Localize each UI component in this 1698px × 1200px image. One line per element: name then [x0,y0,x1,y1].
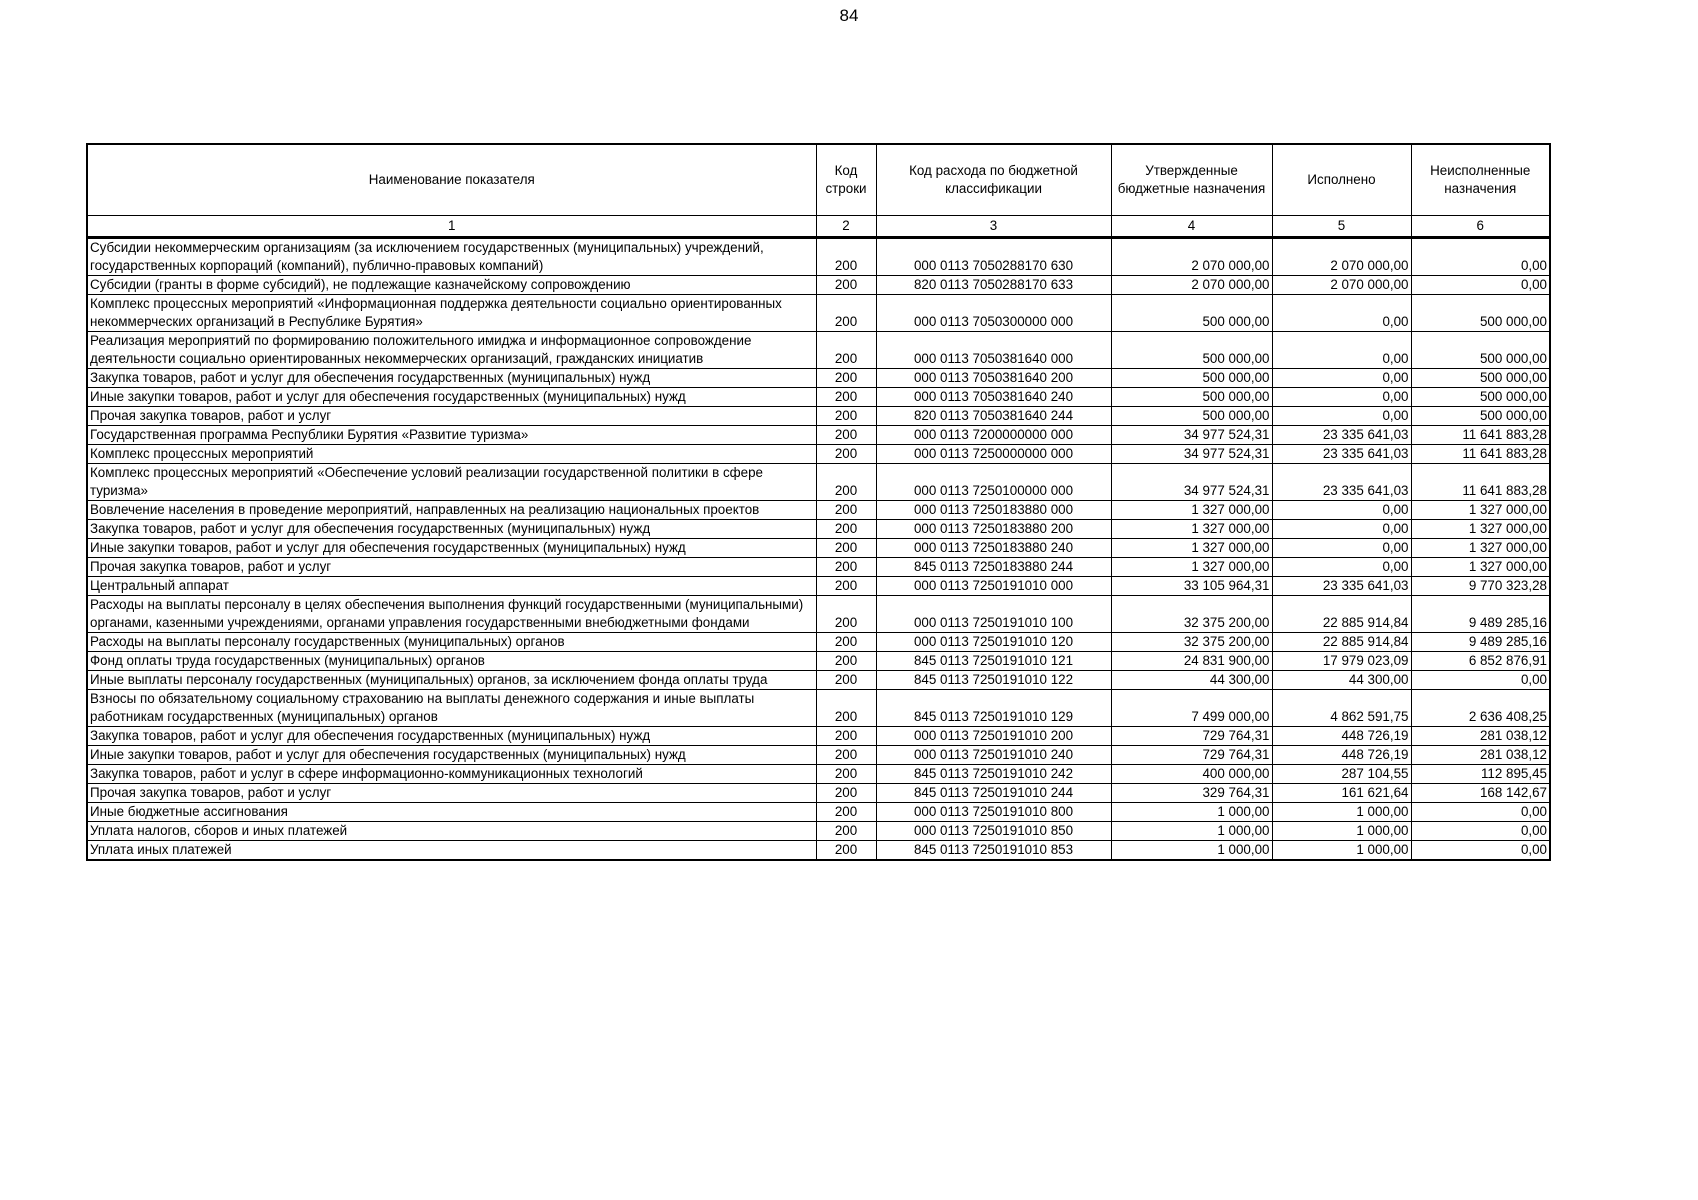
table-row [87,295,1550,332]
column-number: 1 [87,216,816,238]
row-approved-amount: 34 977 524,31 [1111,426,1272,445]
row-unexecuted-amount: 1 327 000,00 [1411,558,1550,577]
row-classification-code: 000 0113 7050381640 200 [876,369,1111,388]
row-indicator-name: Иные закупки товаров, работ и услуг для обеспечения государственных (муниципальных) нужд [87,746,816,765]
row-unexecuted-amount: 281 038,12 [1411,727,1550,746]
row-executed-amount: 23 335 641,03 [1272,464,1411,501]
table-row [87,445,1550,464]
row-executed-amount: 0,00 [1272,369,1411,388]
header-approved: Утвержденные бюджетные назначения [1111,144,1272,216]
row-executed-amount: 0,00 [1272,388,1411,407]
budget-execution-table [86,143,1551,861]
row-line-code: 200 [816,539,876,558]
row-unexecuted-amount: 500 000,00 [1411,407,1550,426]
row-classification-code: 000 0113 7250100000 000 [876,464,1111,501]
row-executed-amount: 0,00 [1272,520,1411,539]
row-approved-amount: 1 327 000,00 [1111,558,1272,577]
row-indicator-name: Закупка товаров, работ и услуг для обеспечения государственных (муниципальных) нужд [87,727,816,746]
table-row [87,332,1550,369]
row-unexecuted-amount: 11 641 883,28 [1411,445,1550,464]
table-row [87,822,1550,841]
row-classification-code: 000 0113 7250191010 800 [876,803,1111,822]
row-classification-code: 845 0113 7250191010 853 [876,841,1111,861]
header-line-code: Код строки [816,144,876,216]
table-row [87,388,1550,407]
row-line-code: 200 [816,690,876,727]
row-unexecuted-amount: 2 636 408,25 [1411,690,1550,727]
row-unexecuted-amount: 9 489 285,16 [1411,596,1550,633]
row-indicator-name: Вовлечение населения в проведение мероприятий, направленных на реализацию национальных проектов [87,501,816,520]
row-executed-amount: 448 726,19 [1272,727,1411,746]
table-row [87,520,1550,539]
row-unexecuted-amount: 500 000,00 [1411,388,1550,407]
table-row [87,746,1550,765]
row-indicator-name: Взносы по обязательному социальному страхованию на выплаты денежного содержания и иные выплаты работникам государственных (муниципальных) органов [87,690,816,727]
row-line-code: 200 [816,295,876,332]
row-unexecuted-amount: 6 852 876,91 [1411,652,1550,671]
row-classification-code: 000 0113 7250183880 240 [876,539,1111,558]
row-approved-amount: 500 000,00 [1111,369,1272,388]
row-executed-amount: 1 000,00 [1272,822,1411,841]
header-indicator-name: Наименование показателя [87,144,816,216]
row-approved-amount: 1 000,00 [1111,841,1272,861]
row-indicator-name: Субсидии некоммерческим организациям (за исключением государственных (муниципальных) учреждений, государственных корпораций (компаний), публично-правовых компаний) [87,238,816,276]
row-classification-code: 845 0113 7250191010 242 [876,765,1111,784]
table-row [87,784,1550,803]
row-indicator-name: Расходы на выплаты персоналу в целях обеспечения выполнения функций государственными (муниципальными) органами, казенными учреждениями, органами управления государственными внебюджетными фондами [87,596,816,633]
row-executed-amount: 0,00 [1272,539,1411,558]
row-approved-amount: 1 327 000,00 [1111,520,1272,539]
row-executed-amount: 44 300,00 [1272,671,1411,690]
row-line-code: 200 [816,369,876,388]
row-indicator-name: Комплекс процессных мероприятий «Информационная поддержка деятельности социально ориентированных некоммерческих организаций в Республике Бурятия» [87,295,816,332]
row-line-code: 200 [816,841,876,861]
row-unexecuted-amount: 0,00 [1411,276,1550,295]
table-row [87,558,1550,577]
row-indicator-name: Фонд оплаты труда государственных (муниципальных) органов [87,652,816,671]
row-unexecuted-amount: 168 142,67 [1411,784,1550,803]
row-classification-code: 000 0113 7250183880 000 [876,501,1111,520]
row-unexecuted-amount: 0,00 [1411,822,1550,841]
row-indicator-name: Расходы на выплаты персоналу государственных (муниципальных) органов [87,633,816,652]
row-classification-code: 000 0113 7250000000 000 [876,445,1111,464]
row-unexecuted-amount: 9 770 323,28 [1411,577,1550,596]
table-row [87,539,1550,558]
row-classification-code: 845 0113 7250191010 122 [876,671,1111,690]
table-row [87,407,1550,426]
row-line-code: 200 [816,558,876,577]
row-approved-amount: 500 000,00 [1111,407,1272,426]
row-classification-code: 845 0113 7250191010 244 [876,784,1111,803]
row-unexecuted-amount: 0,00 [1411,238,1550,276]
row-indicator-name: Реализация мероприятий по формированию положительного имиджа и информационное сопровождение деятельности социально ориентированных некоммерческих организаций, гражданских инициатив [87,332,816,369]
row-classification-code: 845 0113 7250183880 244 [876,558,1111,577]
column-number: 3 [876,216,1111,238]
row-line-code: 200 [816,332,876,369]
table-body [87,238,1550,861]
table-row [87,633,1550,652]
header-executed: Исполнено [1272,144,1411,216]
row-unexecuted-amount: 500 000,00 [1411,332,1550,369]
row-classification-code: 000 0113 7250191010 200 [876,727,1111,746]
row-indicator-name: Иные закупки товаров, работ и услуг для обеспечения государственных (муниципальных) нужд [87,388,816,407]
table-row [87,652,1550,671]
table-row [87,765,1550,784]
row-unexecuted-amount: 9 489 285,16 [1411,633,1550,652]
row-approved-amount: 729 764,31 [1111,727,1272,746]
row-executed-amount: 448 726,19 [1272,746,1411,765]
row-unexecuted-amount: 500 000,00 [1411,369,1550,388]
row-executed-amount: 287 104,55 [1272,765,1411,784]
row-executed-amount: 0,00 [1272,407,1411,426]
row-unexecuted-amount: 281 038,12 [1411,746,1550,765]
row-executed-amount: 1 000,00 [1272,841,1411,861]
column-number: 4 [1111,216,1272,238]
table-row [87,369,1550,388]
row-indicator-name: Субсидии (гранты в форме субсидий), не подлежащие казначейскому сопровождению [87,276,816,295]
row-line-code: 200 [816,388,876,407]
row-line-code: 200 [816,596,876,633]
row-line-code: 200 [816,276,876,295]
table-row [87,276,1550,295]
row-classification-code: 000 0113 7050300000 000 [876,295,1111,332]
row-line-code: 200 [816,520,876,539]
row-indicator-name: Прочая закупка товаров, работ и услуг [87,558,816,577]
row-approved-amount: 24 831 900,00 [1111,652,1272,671]
row-executed-amount: 0,00 [1272,295,1411,332]
row-classification-code: 000 0113 7250183880 200 [876,520,1111,539]
row-indicator-name: Иные бюджетные ассигнования [87,803,816,822]
row-approved-amount: 500 000,00 [1111,295,1272,332]
row-executed-amount: 22 885 914,84 [1272,633,1411,652]
row-classification-code: 820 0113 7050381640 244 [876,407,1111,426]
row-approved-amount: 1 000,00 [1111,822,1272,841]
row-classification-code: 000 0113 7250191010 000 [876,577,1111,596]
table-row [87,501,1550,520]
table-row [87,426,1550,445]
row-indicator-name: Государственная программа Республики Бурятия «Развитие туризма» [87,426,816,445]
row-line-code: 200 [816,238,876,276]
row-indicator-name: Уплата налогов, сборов и иных платежей [87,822,816,841]
row-line-code: 200 [816,784,876,803]
table-row [87,464,1550,501]
table-row [87,671,1550,690]
row-approved-amount: 729 764,31 [1111,746,1272,765]
row-classification-code: 845 0113 7250191010 121 [876,652,1111,671]
row-classification-code: 000 0113 7250191010 100 [876,596,1111,633]
row-executed-amount: 22 885 914,84 [1272,596,1411,633]
row-unexecuted-amount: 0,00 [1411,841,1550,861]
row-approved-amount: 329 764,31 [1111,784,1272,803]
row-classification-code: 000 0113 7050381640 000 [876,332,1111,369]
row-approved-amount: 500 000,00 [1111,388,1272,407]
table-row [87,596,1550,633]
row-approved-amount: 34 977 524,31 [1111,464,1272,501]
row-line-code: 200 [816,765,876,784]
row-indicator-name: Центральный аппарат [87,577,816,596]
row-executed-amount: 0,00 [1272,332,1411,369]
row-approved-amount: 32 375 200,00 [1111,596,1272,633]
table-header-row [87,144,1550,216]
header-unexecuted: Неисполненные назначения [1411,144,1550,216]
column-number-row [87,216,1550,238]
row-executed-amount: 2 070 000,00 [1272,276,1411,295]
row-classification-code: 820 0113 7050288170 633 [876,276,1111,295]
row-line-code: 200 [816,746,876,765]
row-classification-code: 000 0113 7250191010 120 [876,633,1111,652]
table-row [87,238,1550,276]
row-indicator-name: Закупка товаров, работ и услуг для обеспечения государственных (муниципальных) нужд [87,520,816,539]
row-unexecuted-amount: 1 327 000,00 [1411,539,1550,558]
row-indicator-name: Прочая закупка товаров, работ и услуг [87,784,816,803]
row-approved-amount: 2 070 000,00 [1111,276,1272,295]
row-approved-amount: 33 105 964,31 [1111,577,1272,596]
row-approved-amount: 2 070 000,00 [1111,238,1272,276]
row-line-code: 200 [816,671,876,690]
row-line-code: 200 [816,407,876,426]
row-indicator-name: Закупка товаров, работ и услуг в сфере информационно-коммуникационных технологий [87,765,816,784]
row-executed-amount: 4 862 591,75 [1272,690,1411,727]
row-classification-code: 000 0113 7050288170 630 [876,238,1111,276]
row-unexecuted-amount: 500 000,00 [1411,295,1550,332]
row-unexecuted-amount: 0,00 [1411,671,1550,690]
row-indicator-name: Комплекс процессных мероприятий «Обеспечение условий реализации государственной политики в сфере туризма» [87,464,816,501]
row-classification-code: 000 0113 7250191010 850 [876,822,1111,841]
row-executed-amount: 2 070 000,00 [1272,238,1411,276]
row-line-code: 200 [816,445,876,464]
row-line-code: 200 [816,464,876,501]
row-unexecuted-amount: 1 327 000,00 [1411,501,1550,520]
row-line-code: 200 [816,652,876,671]
row-approved-amount: 1 327 000,00 [1111,539,1272,558]
row-indicator-name: Комплекс процессных мероприятий [87,445,816,464]
row-indicator-name: Уплата иных платежей [87,841,816,861]
row-executed-amount: 0,00 [1272,501,1411,520]
row-classification-code: 000 0113 7050381640 240 [876,388,1111,407]
row-line-code: 200 [816,633,876,652]
row-unexecuted-amount: 112 895,45 [1411,765,1550,784]
row-unexecuted-amount: 0,00 [1411,803,1550,822]
row-line-code: 200 [816,426,876,445]
row-unexecuted-amount: 11 641 883,28 [1411,426,1550,445]
table-row [87,577,1550,596]
row-approved-amount: 44 300,00 [1111,671,1272,690]
page-number: 84 [839,6,859,25]
row-approved-amount: 500 000,00 [1111,332,1272,369]
row-executed-amount: 23 335 641,03 [1272,445,1411,464]
column-number: 5 [1272,216,1411,238]
row-executed-amount: 17 979 023,09 [1272,652,1411,671]
table-row [87,841,1550,861]
row-indicator-name: Иные закупки товаров, работ и услуг для обеспечения государственных (муниципальных) нужд [87,539,816,558]
table-row [87,690,1550,727]
row-unexecuted-amount: 11 641 883,28 [1411,464,1550,501]
row-indicator-name: Закупка товаров, работ и услуг для обеспечения государственных (муниципальных) нужд [87,369,816,388]
row-executed-amount: 161 621,64 [1272,784,1411,803]
row-classification-code: 000 0113 7200000000 000 [876,426,1111,445]
table-row [87,727,1550,746]
row-approved-amount: 7 499 000,00 [1111,690,1272,727]
row-line-code: 200 [816,501,876,520]
row-approved-amount: 32 375 200,00 [1111,633,1272,652]
column-number: 2 [816,216,876,238]
row-executed-amount: 23 335 641,03 [1272,426,1411,445]
row-classification-code: 845 0113 7250191010 129 [876,690,1111,727]
row-executed-amount: 1 000,00 [1272,803,1411,822]
table-row [87,803,1550,822]
row-executed-amount: 0,00 [1272,558,1411,577]
row-approved-amount: 1 000,00 [1111,803,1272,822]
row-line-code: 200 [816,803,876,822]
row-line-code: 200 [816,822,876,841]
row-approved-amount: 34 977 524,31 [1111,445,1272,464]
row-line-code: 200 [816,577,876,596]
row-classification-code: 000 0113 7250191010 240 [876,746,1111,765]
row-unexecuted-amount: 1 327 000,00 [1411,520,1550,539]
row-indicator-name: Прочая закупка товаров, работ и услуг [87,407,816,426]
row-indicator-name: Иные выплаты персоналу государственных (муниципальных) органов, за исключением фонда оплаты труда [87,671,816,690]
row-approved-amount: 400 000,00 [1111,765,1272,784]
column-number: 6 [1411,216,1550,238]
row-approved-amount: 1 327 000,00 [1111,501,1272,520]
row-line-code: 200 [816,727,876,746]
row-executed-amount: 23 335 641,03 [1272,577,1411,596]
header-classification-code: Код расхода по бюджетной классификации [876,144,1111,216]
